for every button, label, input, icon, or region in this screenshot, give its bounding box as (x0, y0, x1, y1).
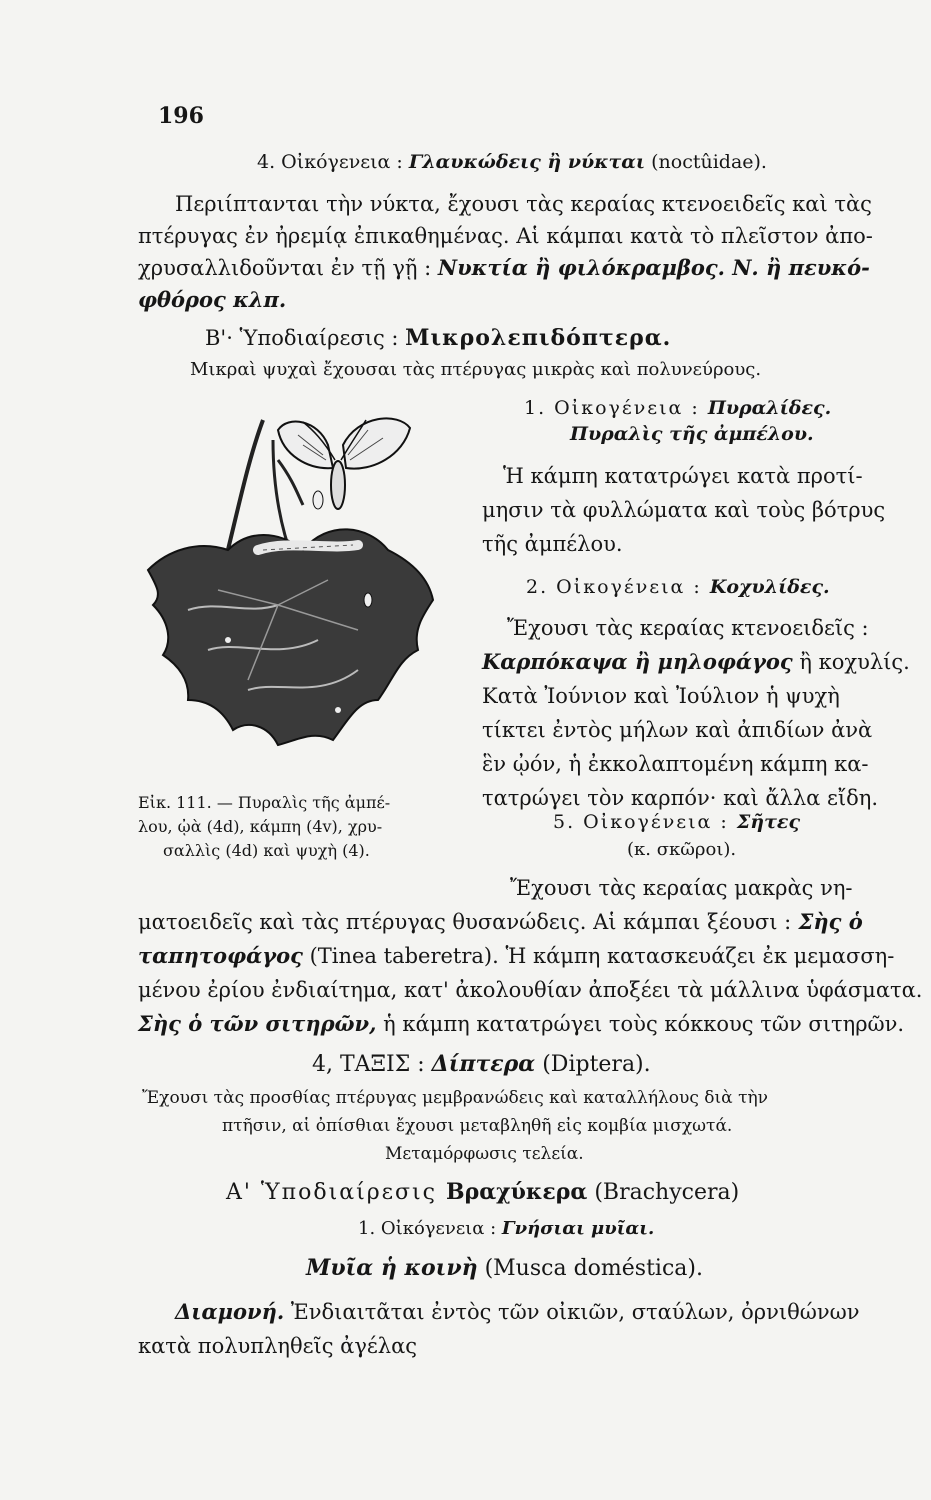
family-2-species: Καρπόκαψα ἢ μηλοφάγος (482, 649, 793, 674)
family-2-name: Κοχυλίδες. (709, 576, 830, 598)
p5-line-1: Ἔχουσι τὰς κεραίας μακρὰς νη- (510, 876, 853, 900)
diamoni-text: Ἐνδιαιτᾶται ἐντὸς τῶν οἰκιῶν, σταύλων, ὀρνιθώνων (284, 1300, 860, 1324)
p1-line-1: Περιίπτανται τὴν νύκτα, ἔχουσι τὰς κεραίας κτενοειδεῖς καὶ τὰς (175, 192, 872, 216)
family-4-heading (257, 152, 767, 174)
small-wings-line: Μικραὶ ψυχαὶ ἔχουσαι τὰς πτέρυγας μικρὰς καὶ πολυνεύρους. (190, 359, 762, 380)
family-2-line-4: τίκτει ἐντὸς μήλων καὶ ἀπιδίων ἀνὰ (482, 718, 873, 742)
p5-line-4: μένου ἐρίου ἐνδιαίτημα, κατ' ἀκολουθίαν ἀποξέει τὰ μάλλινα ὑφάσματα. (138, 978, 923, 1002)
p1-species: Νυκτία ἢ φιλόκραμβος. Ν. ἢ πευκό- (437, 255, 870, 280)
family-2-line-3: Κατὰ Ἰούνιον καὶ Ἰούλιον ἡ ψυχὴ (482, 684, 840, 708)
subdivision-b-heading (205, 326, 671, 351)
family-4-latin: (noctûidae). (645, 151, 767, 173)
family-1-species: Πυραλὶς τῆς ἀμπέλου. (570, 423, 814, 445)
musca-heading (306, 1256, 703, 1281)
p5-grain-moth: Σὴς ὁ τῶν σιτηρῶν, (138, 1011, 377, 1036)
family-4-prefix: 4. Οἰκόγενεια : (257, 151, 409, 173)
family-5-label: 5. Οἰκογένεια : (553, 811, 737, 833)
p5-line-5 (138, 1012, 904, 1036)
family-2-line-6: τατρώγει τὸν καρπόν· καὶ ἄλλα εἴδη. (482, 786, 879, 810)
figure-caption-line-1: Εἰκ. 111. — Πυραλὶς τῆς ἀμπέ- (138, 793, 391, 812)
family-4-name: Γλαυκώδεις ἢ νύκται (408, 151, 646, 173)
diptera-line-1: Ἔχουσι τὰς προσθίας πτέρυγας μεμβρανώδεις καὶ καταλλήλους διὰ τὴν (142, 1088, 768, 1108)
p1-line-2: πτέρυγας ἐν ἠρεμίᾳ ἐπικαθημένας. Αἱ κάμπαι κατὰ τὸ πλεῖστον ἀπο- (138, 224, 873, 248)
family-1-line-2: μησιν τὰ φυλλώματα καὶ τοὺς βότρυς (482, 498, 886, 522)
diptera-line-2: πτῆσιν, αἱ ὀπίσθιαι ἔχουσι μεταβληθῆ εἰς κομβία μισχωτά. (222, 1116, 733, 1136)
order-4-heading (312, 1052, 651, 1077)
figure-caption-line-2: λου, ᾠὰ (4d), κάμπη (4v), χρυ- (138, 817, 383, 836)
diptera-family-1-name: Γνήσιαι μυῖαι. (501, 1218, 655, 1239)
p5-line-5-text: ἡ κάμπη κατατρώγει τοὺς κόκκους τῶν σιτηρῶν. (376, 1012, 905, 1036)
p5-line-3-text: (Tinea taberetra). Ἡ κάμπη κατασκευάζει ἐκ μεμασση- (302, 944, 895, 968)
diamoni-line-2: κατὰ πολυπληθεῖς ἀγέλας (138, 1334, 418, 1358)
family-5-name: Σῆτες (736, 811, 801, 833)
family-2-label: 2. Οἰκογένεια : (526, 576, 710, 598)
family-1-heading (524, 398, 831, 420)
order-4-prefix: 4, ΤΑΞΙΣ : (312, 1052, 432, 1077)
family-2-line-1: Ἔχουσι τὰς κεραίας κτενοειδεῖς : (507, 616, 869, 640)
vine-leaf-illustration (128, 400, 448, 780)
p5-species-start: Σὴς ὁ (791, 909, 863, 934)
order-4-latin: (Diptera). (535, 1052, 651, 1077)
subdivision-a-heading (226, 1180, 739, 1205)
subdivision-a-latin: (Brachycera) (587, 1180, 740, 1205)
musca-greek-name: Μυῖα ἡ κοινὴ (306, 1255, 478, 1281)
p5-species-end: ταπητοφάγος (138, 943, 303, 968)
musca-latin: (Musca doméstica). (477, 1256, 703, 1281)
family-2-heading (526, 577, 830, 599)
diamoni-label: Διαμονή. (175, 1299, 285, 1324)
diamoni-line-1 (175, 1300, 860, 1324)
p1-line-3-text: χρυσαλλιδοῦνται ἐν τῇ γῇ : (138, 256, 438, 280)
family-5-heading (553, 812, 800, 834)
family-1-name: Πυραλίδες. (707, 397, 832, 419)
subdivision-a-prefix: Α' Ὑποδιαίρεσις (226, 1180, 446, 1205)
family-1-label: 1. Οἰκογένεια : (524, 397, 708, 419)
p5-line-2-text: ματοειδεῖς καὶ τὰς πτέρυγας θυσανώδεις. Αἱ κάμπαι ξέουσι : (138, 910, 792, 934)
subdivision-b-name: Μικρολεπιδόπτερα. (405, 325, 672, 351)
p1-line-3 (138, 256, 870, 280)
family-2-line-5: ἓν ᾠόν, ἡ ἐκκολαπτομένη κάμπη κα- (482, 752, 869, 776)
p5-line-2 (138, 910, 863, 934)
subdivision-a-name: Βραχύκερα (446, 1179, 588, 1205)
diptera-line-3: Μεταμόρφωσις τελεία. (385, 1144, 584, 1164)
subdivision-b-prefix: Β'· Ὑποδιαίρεσις : (205, 326, 406, 350)
figure-caption-line-3: σαλλὶς (4d) καὶ ψυχὴ (4). (163, 841, 370, 860)
figure-vine-moth (128, 400, 448, 780)
family-1-line-3: τῆς ἀμπέλου. (482, 532, 623, 556)
diptera-family-1-label: 1. Οἰκόγενεια : (358, 1218, 502, 1239)
p1-line-4: φθόρος κλπ. (138, 287, 287, 312)
p5-line-3 (138, 944, 894, 968)
diptera-family-1-heading (358, 1219, 654, 1240)
family-1-line-1: Ἡ κάμπη κατατρώγει κατὰ προτί- (503, 464, 863, 488)
family-2-line-2 (482, 650, 910, 674)
family-5-sub: (κ. σκῶροι). (627, 839, 737, 860)
order-4-name: Δίπτερα (431, 1051, 536, 1077)
family-2-species-alt: ἢ κοχυλίς. (792, 650, 910, 674)
page-number: 196 (158, 103, 204, 129)
